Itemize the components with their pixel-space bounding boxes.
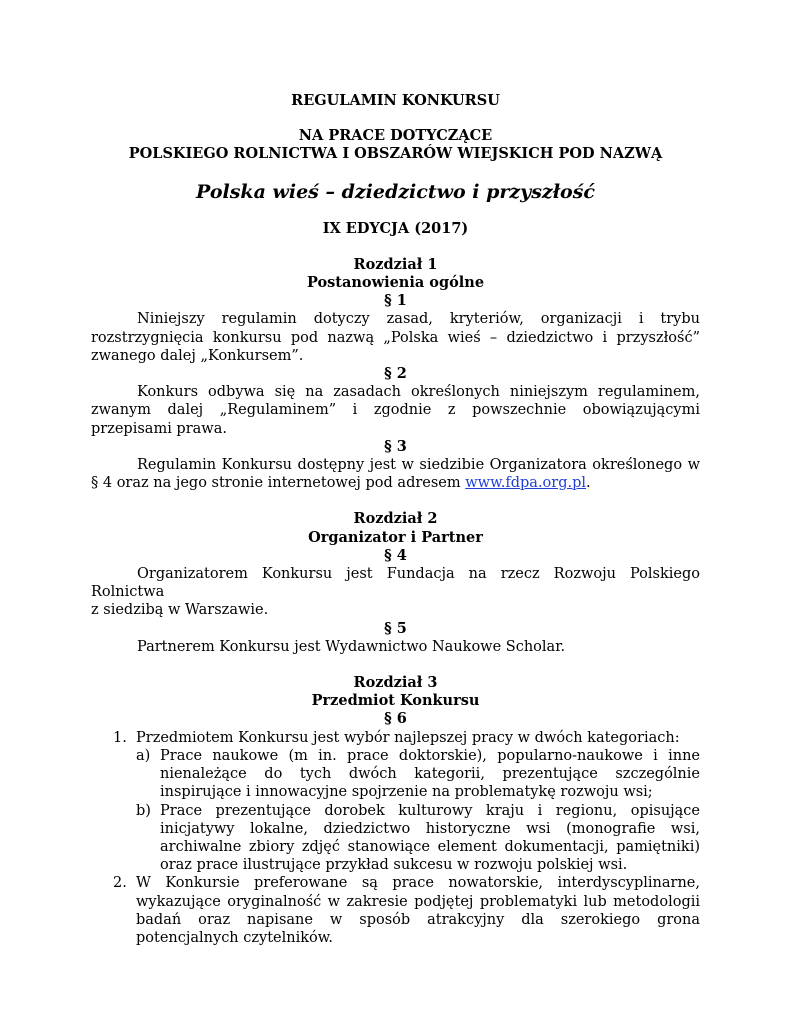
document-subtitle-line-1: NA PRACE DOTYCZĄCE [298, 127, 493, 145]
section-mark: § 2 [384, 365, 407, 383]
edition-label: IX EDYCJA (2017) [322, 219, 469, 237]
list-marker: 1. [113, 729, 127, 746]
list-item [91, 874, 700, 947]
section-mark: § 5 [384, 619, 407, 637]
section-text-part: . [586, 475, 591, 492]
chapter-name: Organizator i Partner [308, 528, 483, 546]
list-item [136, 802, 700, 875]
website-link[interactable]: www.fdpa.org.pl [465, 475, 587, 492]
list-marker: 2. [113, 875, 127, 892]
chapter-heading: Rozdział 3 [353, 674, 438, 692]
section-text: Konkurs odbywa się na zasadach określonych niniejszym regulaminem, zwanym dalej „Regulaminem” i zgodnie z powszechnie obowiązującymi przepisami prawa. [91, 384, 700, 437]
section-mark: § 1 [384, 292, 407, 310]
list-item-text: Przedmiotem Konkursu jest wybór najlepszej pracy w dwóch kategoriach: [136, 729, 680, 746]
section-text [91, 456, 700, 492]
list-item [136, 747, 700, 802]
chapter-name: Przedmiot Konkursu [311, 692, 480, 710]
section-mark: § 6 [384, 710, 407, 728]
section-text-line-1: Organizatorem Konkursu jest Fundacja na rzecz Rozwoju Polskiego Rolnictwa [91, 566, 700, 601]
chapter-name: Postanowienia ogólne [306, 274, 485, 292]
section-text-line-2: z siedzibą w Warszawie. [91, 602, 269, 619]
lettered-list [136, 747, 700, 874]
numbered-list [91, 729, 700, 947]
document-body [91, 92, 700, 947]
list-item-text: W Konkursie preferowane są prace nowatorskie, interdyscyplinarne, wykazujące oryginalność w zakresie podjętej problematyki lub metodologii badań oraz napisane w sposób atrakcyjny dla szerokiego grona potencjalnych czytelników. [136, 875, 700, 946]
section-text: Partnerem Konkursu jest Wydawnictwo Naukowe Scholar. [137, 638, 566, 655]
chapter-1 [91, 256, 700, 493]
document-subtitle-line-2: POLSKIEGO ROLNICTWA I OBSZARÓW WIEJSKICH POD NAZWĄ [128, 145, 663, 163]
contest-name: Polska wieś – dziedzictwo i przyszłość [196, 180, 595, 203]
chapter-3 [91, 674, 700, 947]
chapter-2 [91, 510, 700, 656]
chapter-heading: Rozdział 1 [353, 255, 438, 273]
list-marker: b) [136, 802, 151, 819]
chapter-heading: Rozdział 2 [353, 510, 438, 528]
section-mark: § 4 [384, 546, 407, 564]
list-item [91, 729, 700, 875]
section-text: Niniejszy regulamin dotyczy zasad, kryteriów, organizacji i trybu rozstrzygnięcia konkursu pod nazwą „Polska wieś – dziedzictwo i przyszłość” zwanego dalej „Konkursem”. [91, 311, 700, 364]
list-item-text: Prace naukowe (m in. prace doktorskie), popularno-naukowe i inne nienależące do tych dwóch kategorii, prezentujące szczególnie inspirujące i innowacyjne spojrzenie na problematykę rozwoju wsi; [160, 747, 700, 801]
list-marker: a) [136, 747, 151, 764]
section-text-part: Regulamin Konkursu dostępny jest w siedzibie Organizatora określonego w § 4 oraz na jego stronie internetowej pod adresem [91, 457, 700, 492]
list-item-text: Prace prezentujące dorobek kulturowy kraju i regionu, opisujące inicjatywy lokalne, dziedzictwo historyczne wsi (monografie wsi, archiwalne zbiory zdjęć stanowiące element dokumentacji, pamiętniki) oraz prace ilustrujące przykład sukcesu w rozwoju polskiej wsi. [160, 802, 700, 874]
document-title: REGULAMIN KONKURSU [291, 92, 500, 109]
section-mark: § 3 [384, 437, 407, 455]
